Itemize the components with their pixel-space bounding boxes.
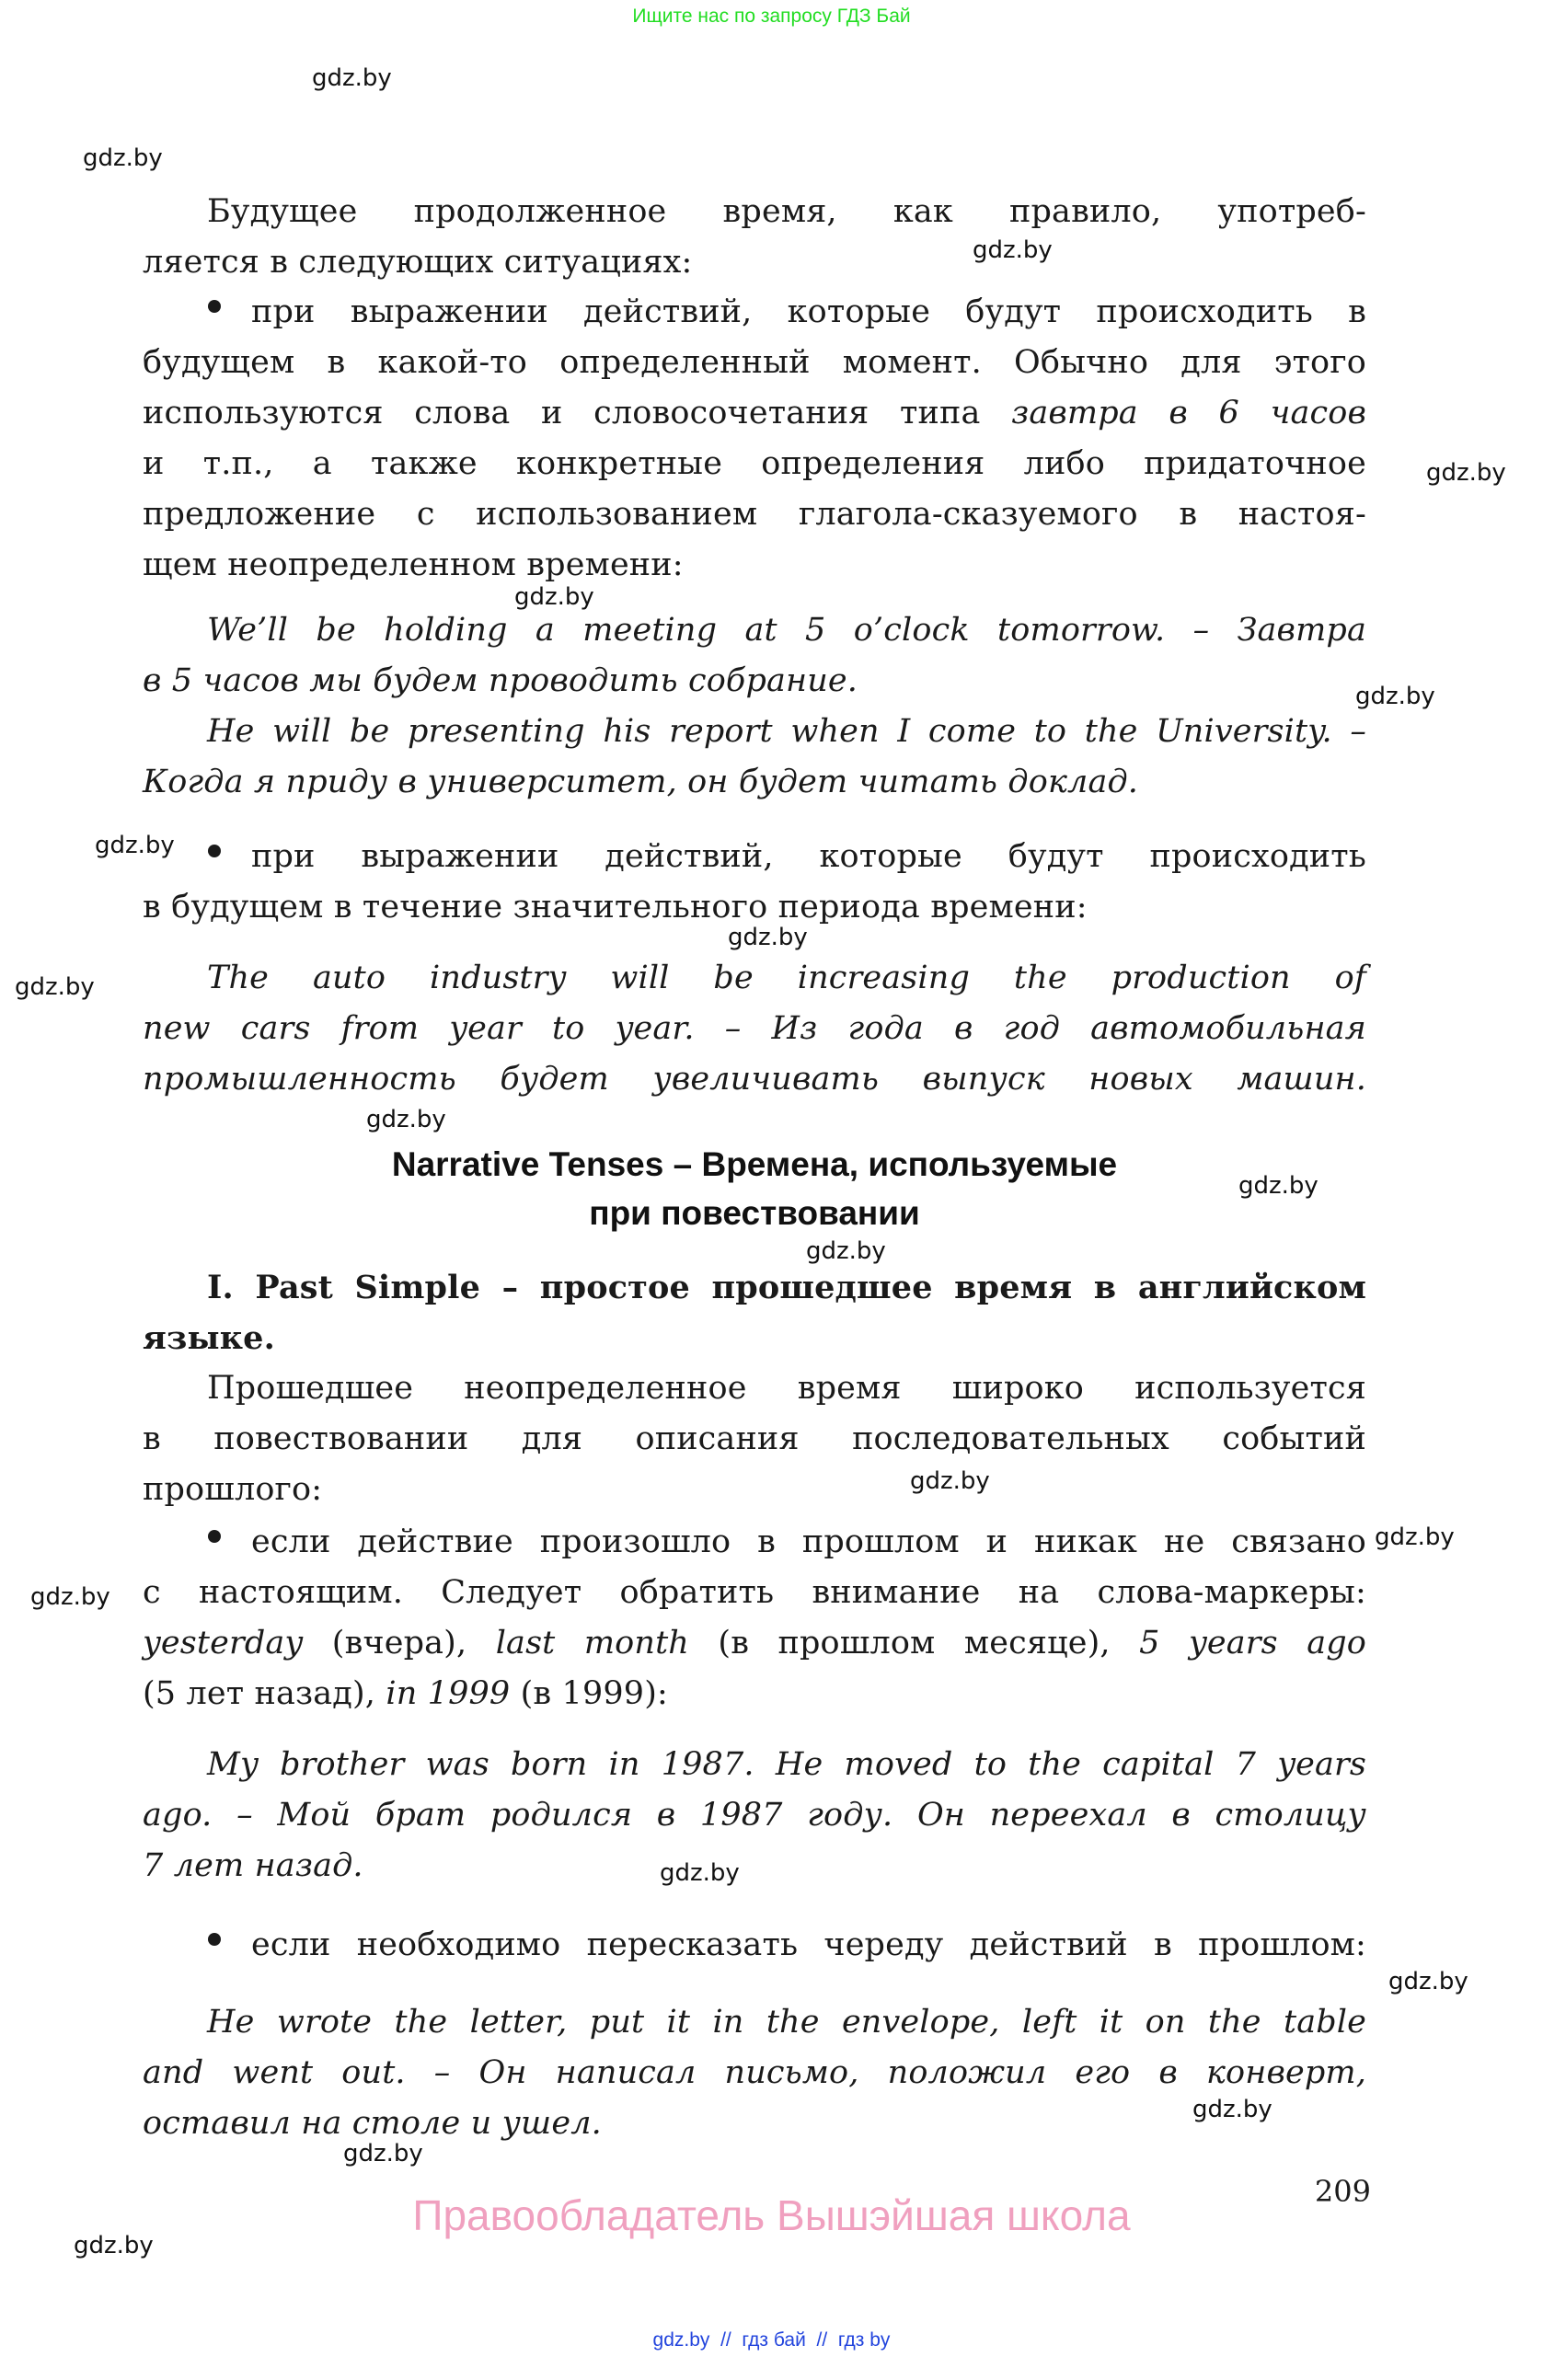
watermark-text: gdz.by (1192, 2096, 1272, 2123)
bullet-icon (208, 1530, 221, 1543)
copyright-notice (0, 2190, 1543, 2241)
watermark-text: gdz.by (660, 1859, 740, 1887)
watermark-text: gdz.by (30, 1583, 110, 1611)
footer-text[interactable]: gdz.by // гдз бай // гдз by (652, 2329, 891, 2351)
markers-line (143, 1623, 1366, 1663)
watermark-text: gdz.by (95, 832, 175, 859)
section-heading: Narrative Tenses – Времена, используемые (391, 1145, 1118, 1183)
bullet-icon (208, 845, 221, 857)
search-banner[interactable] (0, 4, 1543, 29)
watermark-text: gdz.by (1388, 1968, 1468, 1995)
paragraph-line: Прошедшее неопределенное время широко используется (207, 1370, 1366, 1407)
watermark-text: gdz.by (1238, 1172, 1318, 1200)
bullet-line (143, 393, 1366, 433)
bullet-line: щем неопределенном времени: (143, 546, 684, 583)
marker-gloss: (5 лет назад), (143, 1675, 386, 1712)
example-line: new cars from year to year. – Из года в год автомобильная (143, 1010, 1366, 1047)
example-line: Когда я приду в университет, он будет читать доклад. (143, 764, 1139, 800)
marker-italic: last month (495, 1625, 689, 1661)
watermark-text: gdz.by (312, 64, 392, 92)
copyright-text: Правообладатель Вышэйшая школа (412, 2191, 1131, 2239)
marker-italic: in 1999 (386, 1675, 511, 1712)
example-line: 7 лет назад. (143, 1847, 363, 1884)
example-line: and went out. – Он написал письмо, положил его в конверт, (143, 2054, 1366, 2091)
watermark-text: gdz.by (1375, 1523, 1455, 1551)
watermark-text: gdz.by (74, 2232, 154, 2259)
bullet-line: при выражении действий, которые будут происходить (251, 838, 1366, 875)
bullet-line: если действие произошло в прошлом и никак не связано (251, 1523, 1366, 1560)
watermark-text: gdz.by (728, 924, 808, 951)
bullet-line: и т.п., а также конкретные определения либо придаточное (143, 445, 1366, 482)
markers-line (143, 1673, 1366, 1714)
marker-gloss: (в прошлом месяце), (688, 1625, 1140, 1661)
example-line: ago. – Мой брат родился в 1987 году. Он переехал в столицу (143, 1797, 1366, 1834)
bullet-line: будущем в какой-то определенный момент. Обычно для этого (143, 344, 1366, 381)
italic-phrase: завтра в 6 часов (1011, 395, 1367, 431)
paragraph-line: в повествовании для описания последовательных событий (143, 1420, 1366, 1457)
subsection-title: I. Past Simple – простое прошедшее время в английском (207, 1269, 1366, 1306)
watermark-text: gdz.by (910, 1467, 990, 1495)
example-line: We’ll be holding a meeting at 5 o’clock tomorrow. – Завтра (207, 612, 1366, 649)
watermark-text: gdz.by (15, 973, 95, 1001)
example-line: He will be presenting his report when I come to the University. – (207, 713, 1366, 750)
bullet-line: предложение с использованием глагола-сказуемого в настоя- (143, 496, 1366, 533)
example-line: промышленность будет увеличивать выпуск новых машин. (143, 1061, 1366, 1098)
page-number: 209 (1314, 2174, 1371, 2209)
watermark-text: gdz.by (806, 1237, 886, 1265)
bullet-line: в будущем в течение значительного периода времени: (143, 889, 1088, 926)
watermark-text: gdz.by (1426, 459, 1506, 487)
example-line: в 5 часов мы будем проводить собрание. (143, 662, 858, 699)
example-line: оставил на столе и ушел. (143, 2105, 602, 2142)
bullet-icon (208, 1933, 221, 1946)
subsection-title: языке. (143, 1319, 275, 1357)
watermark-text: gdz.by (366, 1106, 446, 1133)
watermark-text: gdz.by (83, 144, 163, 172)
text-span: используются слова и словосочетания типа (143, 395, 1012, 431)
marker-italic: 5 years ago (1139, 1625, 1366, 1661)
bullet-line: если необходимо пересказать череду действий в прошлом: (251, 1926, 1366, 1963)
paragraph-line: ляется в следующих ситуациях: (143, 244, 693, 281)
bullet-line: с настоящим. Следует обратить внимание на слова-маркеры: (143, 1574, 1366, 1611)
footer-links[interactable] (0, 2328, 1543, 2353)
paragraph-line: Будущее продолженное время, как правило, употреб- (207, 193, 1366, 230)
section-heading: при повествовании (589, 1194, 920, 1232)
banner-text[interactable]: Ищите нас по запросу ГДЗ Бай (632, 6, 911, 27)
watermark-text: gdz.by (514, 583, 594, 611)
example-line: My brother was born in 1987. He moved to the capital 7 years (207, 1746, 1366, 1783)
paragraph-line: прошлого: (143, 1471, 323, 1508)
marker-italic: yesterday (143, 1625, 304, 1661)
example-line: The auto industry will be increasing the production of (207, 960, 1366, 996)
watermark-text: gdz.by (973, 236, 1053, 264)
marker-gloss: (вчера), (303, 1625, 496, 1661)
marker-gloss: (в 1999): (510, 1675, 668, 1712)
watermark-text: gdz.by (1355, 683, 1435, 710)
bullet-line: при выражении действий, которые будут происходить в (251, 293, 1366, 330)
watermark-text: gdz.by (343, 2140, 423, 2167)
example-line: He wrote the letter, put it in the envelope, left it on the table (207, 2004, 1366, 2041)
bullet-icon (208, 300, 221, 313)
